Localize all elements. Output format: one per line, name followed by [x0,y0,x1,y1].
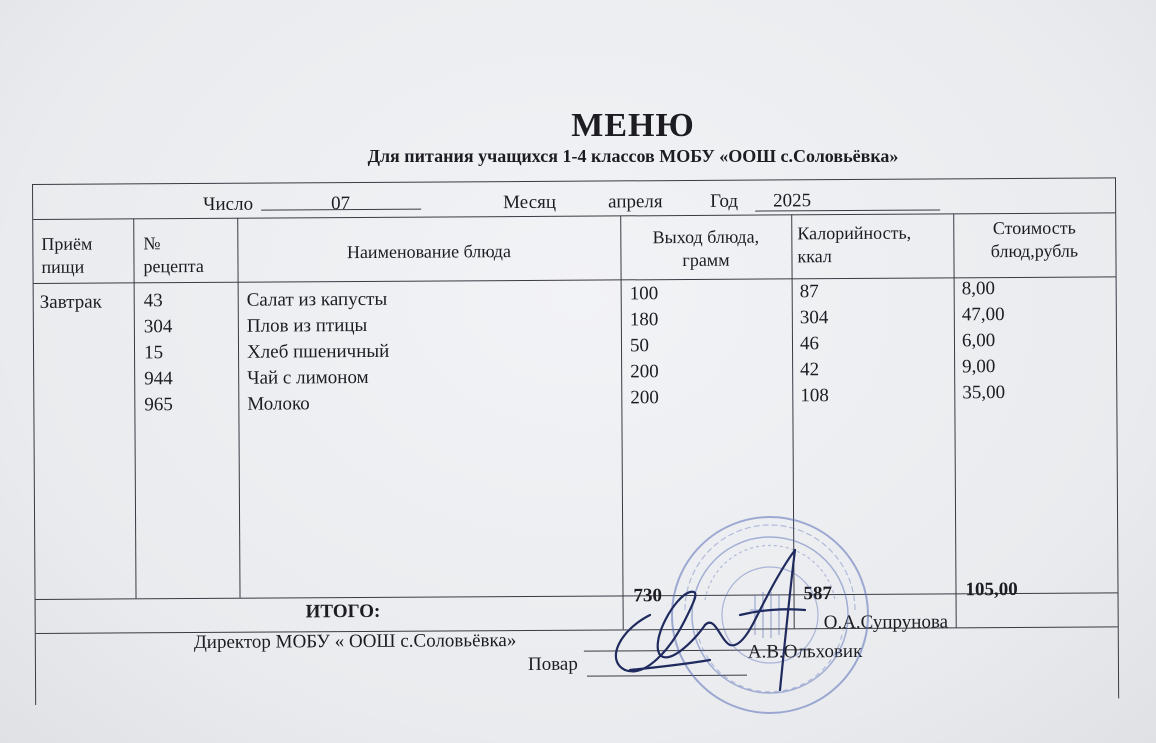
director-label: Директор МОБУ « ООШ с.Соловьёвка» [193,630,517,654]
header-meal-line2: пищи [41,256,85,277]
yield-value: 200 [630,361,659,383]
dish-name: Чай с лимоном [247,366,369,389]
header-yield-line1: Выход блюда, [652,226,760,248]
cost-value: 6,00 [961,330,996,352]
month-label: Месяц [503,191,557,214]
dish-name: Салат из капусты [246,288,388,311]
header-yield-line2: грамм [682,249,730,271]
recipe-number: 43 [143,290,163,312]
header-recipe [133,232,237,279]
menu-subtitle: Для питания учащихся 1-4 классов МОБУ «ООШ с.Соловьёвка» [367,146,899,166]
kcal-value: 304 [799,307,829,329]
menu-table [32,177,1119,705]
col-divider [237,218,240,598]
yield-value: 100 [629,283,659,305]
menu-title: МЕНЮ [571,107,695,144]
date-row [33,188,1115,215]
cost-column [962,276,1006,406]
kcal-value: 108 [800,385,829,407]
header-kcal-line1: Калорийность, [797,222,912,244]
total-cost: 105,00 [965,578,1018,601]
total-yield: 730 [633,585,663,607]
header-recipe-line1: № [143,233,161,254]
dish-name: Молоко [247,393,310,415]
total-label: ИТОГО: [305,600,381,623]
cook-label: Повар [527,653,578,675]
col-divider [953,213,957,627]
yield-value: 180 [629,309,659,331]
header-cost [953,216,1115,263]
recipe-column [144,288,173,418]
yield-column [630,281,659,411]
kcal-value: 42 [800,359,820,381]
header-kcal-line2: ккал [797,246,832,267]
recipe-number: 965 [144,394,173,416]
header-cost-line2: блюд,рубль [990,240,1079,262]
header-recipe-line2: рецепта [143,255,204,277]
header-dish: Наименование блюда [346,241,511,263]
kcal-column [800,279,829,409]
recipe-number: 944 [144,368,173,390]
header-meal-line1: Приём [41,233,93,254]
dish-name: Хлеб пшеничный [246,340,390,363]
cost-value: 35,00 [962,382,1006,404]
header-kcal [791,221,953,268]
cook-name: А.В.Ольховик [747,640,863,663]
dish-name: Плов из птицы [246,314,368,337]
kcal-value: 46 [799,333,820,355]
day-label: Число [203,193,254,215]
director-name: О.А.Супрунова [823,611,949,634]
total-kcal: 587 [803,583,833,605]
handwritten-signature-icon [590,520,860,710]
dish-column [247,287,390,418]
meal-name: Завтрак [39,291,102,313]
header-meal [33,232,133,279]
header-yield [620,225,791,272]
month-value: апреля [608,191,663,213]
header-cost-line1: Стоимость [992,217,1076,239]
recipe-number: 304 [143,316,173,338]
cost-value: 9,00 [962,356,996,378]
cost-value: 8,00 [961,278,995,300]
cost-value: 47,00 [961,304,1005,326]
yield-value: 200 [630,387,659,409]
kcal-value: 87 [799,281,819,303]
day-value: 07 [331,193,351,215]
year-value: 2025 [773,190,812,212]
yield-value: 50 [629,335,650,357]
recipe-number: 15 [143,342,164,364]
year-label: Год [710,190,739,212]
